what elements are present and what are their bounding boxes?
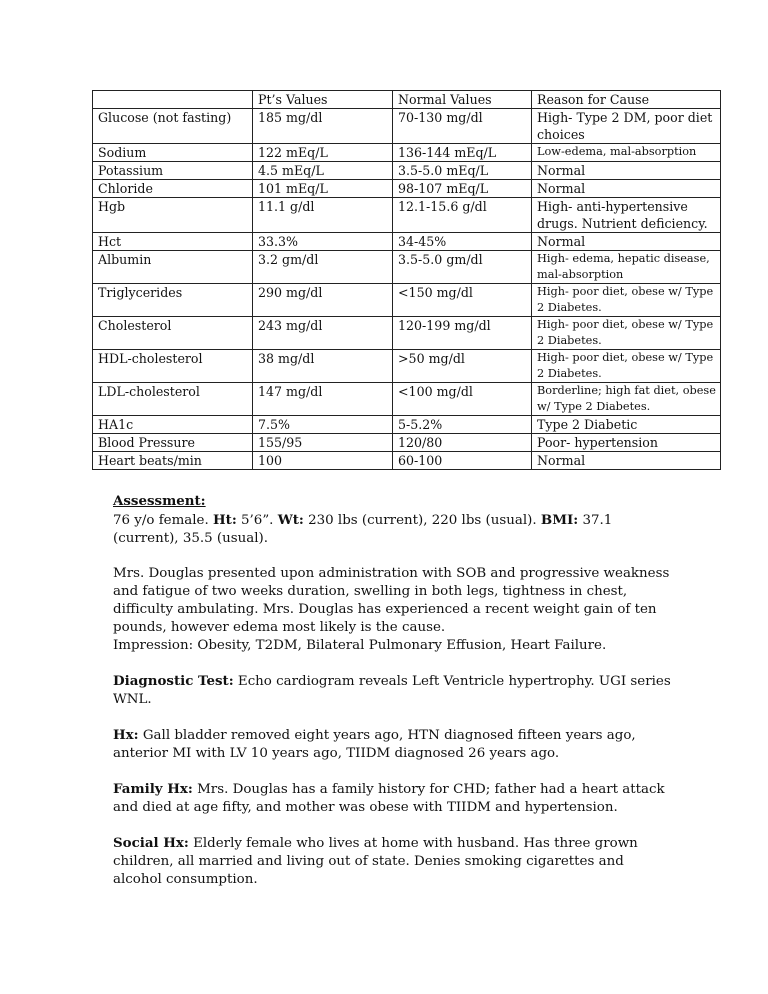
table-row (93, 162, 721, 180)
pt-value: 243 mg/dl (253, 317, 393, 350)
header-reason: Reason for Cause (532, 91, 721, 109)
normal-value: 98-107 mEq/L (393, 180, 532, 198)
test-name: HA1c (93, 416, 253, 434)
table-row (93, 251, 721, 284)
pt-value: 11.1 g/dl (253, 198, 393, 233)
table-row (93, 452, 721, 470)
test-name: Albumin (93, 251, 253, 284)
assessment-paragraph: Mrs. Douglas presented upon administration with SOB and progressive weakness and fatigue of two weeks duration, swelling in both legs, tightness in chest, difficulty ambulating. Mrs. Douglas has experienced a recent weight gain of ten pounds, however edema most likely is the cause. (113, 566, 670, 635)
table-row (93, 109, 721, 144)
test-name: LDL-cholesterol (93, 383, 253, 416)
reason: Normal (532, 180, 721, 198)
pt-value: 147 mg/dl (253, 383, 393, 416)
reason: High- poor diet, obese w/ Type 2 Diabetes. (532, 317, 721, 350)
normal-value: 60-100 (393, 452, 532, 470)
impression: Impression: Obesity, T2DM, Bilateral Pulmonary Effusion, Heart Failure. (113, 638, 607, 653)
table-row (93, 350, 721, 383)
reason: Normal (532, 162, 721, 180)
normal-value: 12.1-15.6 g/dl (393, 198, 532, 233)
family-hx-text: Mrs. Douglas has a family history for CHD; father had a heart attack and died at age fifty, and mother was obese with TIIDM and hypertension. (113, 782, 665, 815)
lab-values-table (92, 90, 721, 470)
assessment-label: Assessment: (113, 493, 206, 509)
table-row (93, 233, 721, 251)
pt-value: 7.5% (253, 416, 393, 434)
normal-value: <100 mg/dl (393, 383, 532, 416)
normal-value: 3.5-5.0 gm/dl (393, 251, 532, 284)
reason: Borderline; high fat diet, obese w/ Type 2 Diabetes. (532, 383, 721, 416)
table-row (93, 383, 721, 416)
reason: Normal (532, 452, 721, 470)
test-name: Blood Pressure (93, 434, 253, 452)
reason: High- poor diet, obese w/ Type 2 Diabetes. (532, 284, 721, 317)
age-sex-text: 76 y/o female. (113, 513, 213, 528)
normal-value: 120/80 (393, 434, 532, 452)
assessment-vitals (113, 511, 673, 548)
reason: High- poor diet, obese w/ Type 2 Diabetes. (532, 350, 721, 383)
test-name: Sodium (93, 144, 253, 162)
hx-text: Gall bladder removed eight years ago, HTN diagnosed fifteen years ago, anterior MI with LV 10 years ago, TIIDM diagnosed 26 years ago. (113, 728, 636, 761)
normal-value: >50 mg/dl (393, 350, 532, 383)
weight-label: Wt: (277, 512, 304, 528)
narrative-section (113, 492, 673, 906)
history (113, 726, 673, 763)
table-row (93, 434, 721, 452)
header-test (93, 91, 253, 109)
family-history (113, 780, 673, 817)
reason: High- anti-hypertensive drugs. Nutrient deficiency. (532, 198, 721, 233)
normal-value: <150 mg/dl (393, 284, 532, 317)
social-hx-label: Social Hx: (113, 835, 189, 851)
pt-value: 3.2 gm/dl (253, 251, 393, 284)
pt-value: 122 mEq/L (253, 144, 393, 162)
assessment-heading (113, 492, 673, 511)
social-hx-text: Elderly female who lives at home with husband. Has three grown children, all married and living out of state. Denies smoking cigarettes and alcohol consumption. (113, 836, 638, 887)
reason: High- Type 2 DM, poor diet choices (532, 109, 721, 144)
test-name: HDL-cholesterol (93, 350, 253, 383)
pt-value: 290 mg/dl (253, 284, 393, 317)
normal-value: 120-199 mg/dl (393, 317, 532, 350)
test-name: Chloride (93, 180, 253, 198)
reason: High- edema, hepatic disease, mal-absorption (532, 251, 721, 284)
table-header-row (93, 91, 721, 109)
normal-value: 5-5.2% (393, 416, 532, 434)
diagnostic-test (113, 672, 673, 709)
test-name: Hct (93, 233, 253, 251)
bmi-value: 37.1 (current), 35.5 (usual). (113, 513, 613, 546)
header-pt-values: Pt’s Values (253, 91, 393, 109)
reason: Low-edema, mal-absorption (532, 144, 721, 162)
table-row (93, 416, 721, 434)
height-value: 5’6”. (236, 513, 278, 528)
pt-value: 185 mg/dl (253, 109, 393, 144)
diagnostic-text: Echo cardiogram reveals Left Ventricle hypertrophy. UGI series WNL. (113, 674, 671, 707)
test-name: Potassium (93, 162, 253, 180)
reason: Normal (532, 233, 721, 251)
test-name: Cholesterol (93, 317, 253, 350)
table-row (93, 198, 721, 233)
reason: Poor- hypertension (532, 434, 721, 452)
test-name: Heart beats/min (93, 452, 253, 470)
pt-value: 38 mg/dl (253, 350, 393, 383)
pt-value: 155/95 (253, 434, 393, 452)
bmi-label: BMI: (540, 512, 579, 528)
social-history (113, 834, 673, 889)
diagnostic-label: Diagnostic Test: (113, 673, 234, 689)
pt-value: 101 mEq/L (253, 180, 393, 198)
normal-value: 34-45% (393, 233, 532, 251)
normal-value: 136-144 mEq/L (393, 144, 532, 162)
table-row (93, 284, 721, 317)
hx-label: Hx: (113, 727, 139, 743)
header-normal-values: Normal Values (393, 91, 532, 109)
family-hx-label: Family Hx: (113, 781, 193, 797)
test-name: Triglycerides (93, 284, 253, 317)
test-name: Glucose (not fasting) (93, 109, 253, 144)
table-row (93, 144, 721, 162)
test-name: Hgb (93, 198, 253, 233)
pt-value: 100 (253, 452, 393, 470)
table-row (93, 317, 721, 350)
weight-value: 230 lbs (current), 220 lbs (usual). (303, 513, 541, 528)
table-row (93, 180, 721, 198)
pt-value: 4.5 mEq/L (253, 162, 393, 180)
reason: Type 2 Diabetic (532, 416, 721, 434)
pt-value: 33.3% (253, 233, 393, 251)
height-label: Ht: (212, 512, 237, 528)
normal-value: 3.5-5.0 mEq/L (393, 162, 532, 180)
normal-value: 70-130 mg/dl (393, 109, 532, 144)
